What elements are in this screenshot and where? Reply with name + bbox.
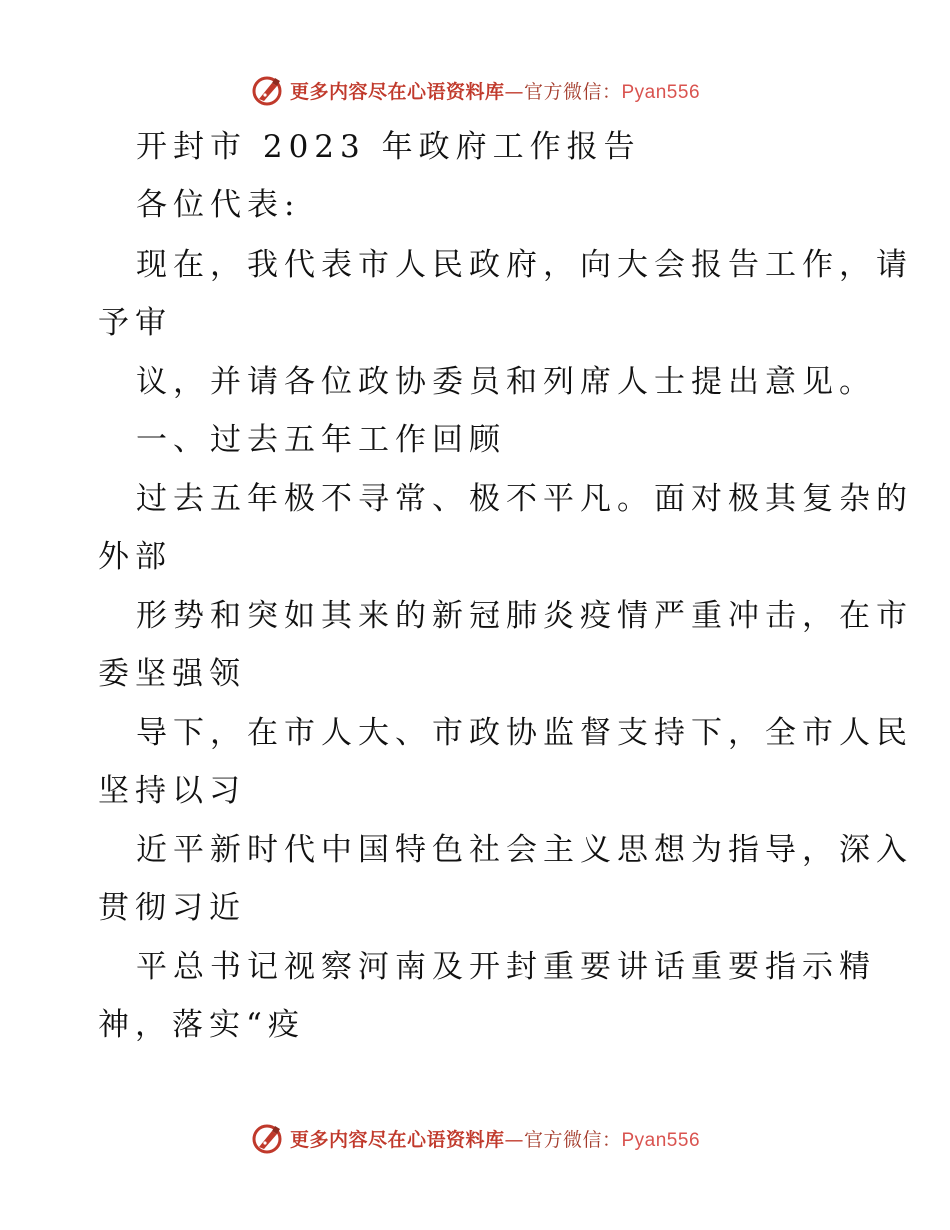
footer-banner-text [290,1125,700,1152]
header-banner-main: 更多内容尽在心语资料库 [289,80,505,103]
pen-nib-circle-icon [250,1121,284,1155]
paragraph-line: 导下，在市人大、市政协监督支持下，全市人民 [136,715,913,751]
paragraph-line: 予审 [98,305,172,341]
header-banner-wechat: 官方微信： [523,80,622,103]
paragraph-line: 坚持以习 [98,773,246,809]
header-banner-dash: — [504,80,524,103]
paragraph-line: 贯彻习近 [98,890,246,926]
header-banner-inner [250,73,700,107]
paragraph-line: 议，并请各位政协委员和列席人士提出意见。 [136,364,876,400]
paragraph-line: 形势和突如其来的新冠肺炎疫情严重冲击，在市 [136,598,913,634]
paragraph-line: 委坚强领 [98,656,246,692]
header-banner-text [290,77,700,104]
footer-banner-id: Pyan556 [621,1129,701,1151]
paragraph-line: 现在，我代表市人民政府，向大会报告工作，请 [136,247,913,283]
footer-banner-dash: — [504,1128,524,1151]
pen-nib-circle-icon [250,73,284,107]
paragraph-line: 平总书记视察河南及开封重要讲话重要指示精 [136,949,876,985]
footer-banner [0,1118,950,1158]
footer-banner-wechat: 官方微信： [523,1128,622,1151]
paragraph-line: 近平新时代中国特色社会主义思想为指导，深入 [136,832,913,868]
paragraph-line: 过去五年极不寻常、极不平凡。面对极其复杂的 [136,481,913,517]
header-banner-id: Pyan556 [621,81,701,103]
document-title: 开封市 2023 年政府工作报告 [136,129,641,165]
salutation: 各位代表: [136,187,301,223]
footer-banner-inner [250,1121,700,1155]
paragraph-line: 外部 [98,539,172,575]
paragraph-line: 神，落实“疫 [98,1007,305,1043]
section-heading: 一、过去五年工作回顾 [136,422,506,458]
footer-banner-main: 更多内容尽在心语资料库 [289,1128,505,1151]
header-banner [0,70,950,110]
